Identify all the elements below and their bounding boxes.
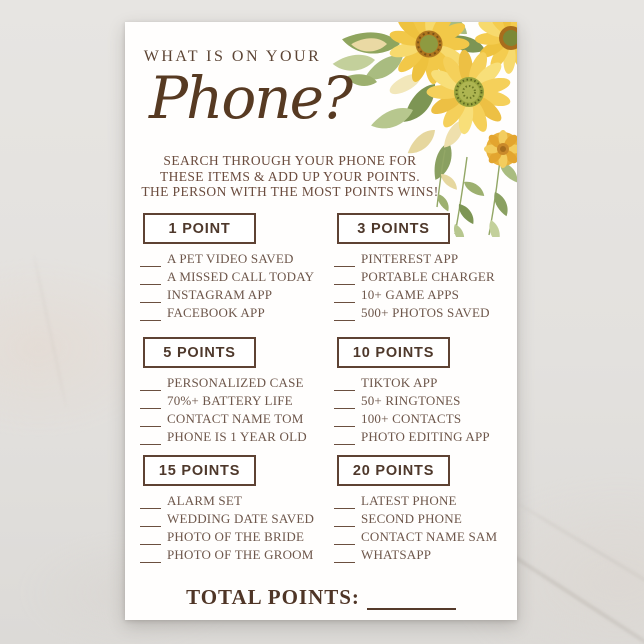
- checklist: [140, 491, 326, 563]
- checklist: [334, 249, 517, 321]
- checklist-item-label: PHOTO OF THE GROOM: [167, 547, 314, 562]
- points-label: 20 POINTS: [352, 462, 435, 479]
- checklist-item: [334, 373, 517, 391]
- checklist-item-label: WEDDING DATE SAVED: [167, 511, 315, 526]
- game-instructions: [125, 153, 455, 200]
- checklist-item: [140, 409, 326, 427]
- write-in-blank-line: [334, 560, 355, 563]
- write-in-blank-line: [334, 264, 355, 267]
- write-in-blank-line: [334, 524, 355, 527]
- points-label-box: [337, 455, 450, 486]
- checklist-item-label: A PET VIDEO SAVED: [167, 251, 294, 266]
- checklist-item: [140, 249, 326, 267]
- write-in-blank-line: [140, 542, 161, 545]
- card-eyebrow-heading: WHAT IS ON YOUR: [143, 48, 322, 65]
- checklist-item: [140, 509, 326, 527]
- checklist-item-label: PHOTO EDITING APP: [361, 429, 490, 444]
- checklist-item: [334, 267, 517, 285]
- checklist-item: [140, 545, 326, 563]
- write-in-blank-line: [140, 442, 161, 445]
- write-in-blank-line: [140, 560, 161, 563]
- checklist-item: [140, 373, 326, 391]
- checklist-item: [140, 285, 326, 303]
- checklist-item-label: FACEBOOK APP: [167, 305, 265, 320]
- checklist-item: [140, 267, 326, 285]
- marble-vein: [518, 503, 644, 603]
- write-in-blank-line: [334, 300, 355, 303]
- checklist-item: [140, 527, 326, 545]
- checklist-item: [334, 527, 517, 545]
- marble-vein: [32, 253, 67, 410]
- instruction-line: THESE ITEMS & ADD UP YOUR POINTS.: [159, 168, 421, 184]
- checklist-item: [334, 391, 517, 409]
- write-in-blank-line: [140, 424, 161, 427]
- total-points-blank-line: [367, 604, 456, 610]
- checklist-item-label: PHONE IS 1 YEAR OLD: [167, 429, 307, 444]
- checklist: [140, 249, 326, 321]
- checklist-item: [334, 285, 517, 303]
- checklist-item-label: ALARM SET: [167, 493, 243, 508]
- checklist-item: [140, 391, 326, 409]
- checklist-item: [140, 427, 326, 445]
- write-in-blank-line: [140, 388, 161, 391]
- checklist-item-label: SECOND PHONE: [361, 511, 462, 526]
- write-in-blank-line: [140, 264, 161, 267]
- checklist-item-label: 100+ CONTACTS: [361, 411, 462, 426]
- write-in-blank-line: [140, 524, 161, 527]
- checklist-item-label: PERSONALIZED CASE: [167, 375, 304, 390]
- points-section-5-points: [140, 337, 326, 445]
- points-label-box: [143, 455, 256, 486]
- checklist-item-label: A MISSED CALL TODAY: [167, 269, 315, 284]
- instruction-line: THE PERSON WITH THE MOST POINTS WINS!: [141, 184, 439, 199]
- write-in-blank-line: [334, 506, 355, 509]
- checklist-item-label: CONTACT NAME SAM: [361, 529, 498, 544]
- checklist-item-label: PINTEREST APP: [361, 251, 459, 266]
- checklist-item: [334, 509, 517, 527]
- checklist-item-label: PORTABLE CHARGER: [361, 269, 495, 284]
- checklist-item: [140, 491, 326, 509]
- write-in-blank-line: [334, 282, 355, 285]
- write-in-blank-line: [334, 406, 355, 409]
- write-in-blank-line: [334, 318, 355, 321]
- points-label-box: [337, 337, 450, 368]
- points-label: 3 POINTS: [357, 220, 430, 237]
- write-in-blank-line: [140, 406, 161, 409]
- checklist-item-label: INSTAGRAM APP: [167, 287, 273, 302]
- checklist-item-label: WHATSAPP: [361, 547, 432, 562]
- checklist-item: [334, 249, 517, 267]
- checklist: [334, 373, 517, 445]
- write-in-blank-line: [140, 300, 161, 303]
- checklist-item-label: 50+ RINGTONES: [361, 393, 461, 408]
- write-in-blank-line: [334, 542, 355, 545]
- instruction-line: SEARCH THROUGH YOUR PHONE FOR: [163, 153, 417, 168]
- total-points-row: [125, 585, 517, 610]
- checklist-item-label: TIKTOK APP: [361, 375, 438, 390]
- total-points-label: TOTAL POINTS:: [186, 585, 360, 609]
- checklist-item: [334, 303, 517, 321]
- write-in-blank-line: [334, 442, 355, 445]
- points-label: 10 POINTS: [352, 344, 435, 361]
- points-label-box: [143, 213, 256, 244]
- write-in-blank-line: [140, 282, 161, 285]
- points-label: 1 POINT: [168, 220, 231, 237]
- checklist-item-label: 10+ GAME APPS: [361, 287, 460, 302]
- checklist-item-label: PHOTO OF THE BRIDE: [167, 529, 305, 544]
- checklist-item-label: 70%+ BATTERY LIFE: [167, 393, 293, 408]
- points-label: 5 POINTS: [163, 344, 236, 361]
- checklist-item-label: CONTACT NAME TOM: [167, 411, 304, 426]
- write-in-blank-line: [140, 318, 161, 321]
- checklist-item: [334, 427, 517, 445]
- points-section-1-point: [140, 213, 326, 321]
- points-label-box: [143, 337, 256, 368]
- card-title: Phone?: [148, 64, 352, 132]
- points-label: 15 POINTS: [158, 462, 241, 479]
- points-section-15-points: [140, 455, 326, 563]
- marigold-flower: [484, 130, 517, 168]
- points-label-box: [337, 213, 450, 244]
- checklist-item-label: LATEST PHONE: [361, 493, 457, 508]
- write-in-blank-line: [140, 506, 161, 509]
- points-section-10-points: [334, 337, 517, 445]
- points-section-3-points: [334, 213, 517, 321]
- checklist-item: [140, 303, 326, 321]
- checklist-item-label: 500+ PHOTOS SAVED: [361, 305, 490, 320]
- checklist-item: [334, 409, 517, 427]
- write-in-blank-line: [334, 388, 355, 391]
- checklist-item: [334, 545, 517, 563]
- write-in-blank-line: [334, 424, 355, 427]
- checklist: [140, 373, 326, 445]
- checklist: [334, 491, 517, 563]
- checklist-item: [334, 491, 517, 509]
- game-card: [125, 22, 517, 620]
- points-section-20-points: [334, 455, 517, 563]
